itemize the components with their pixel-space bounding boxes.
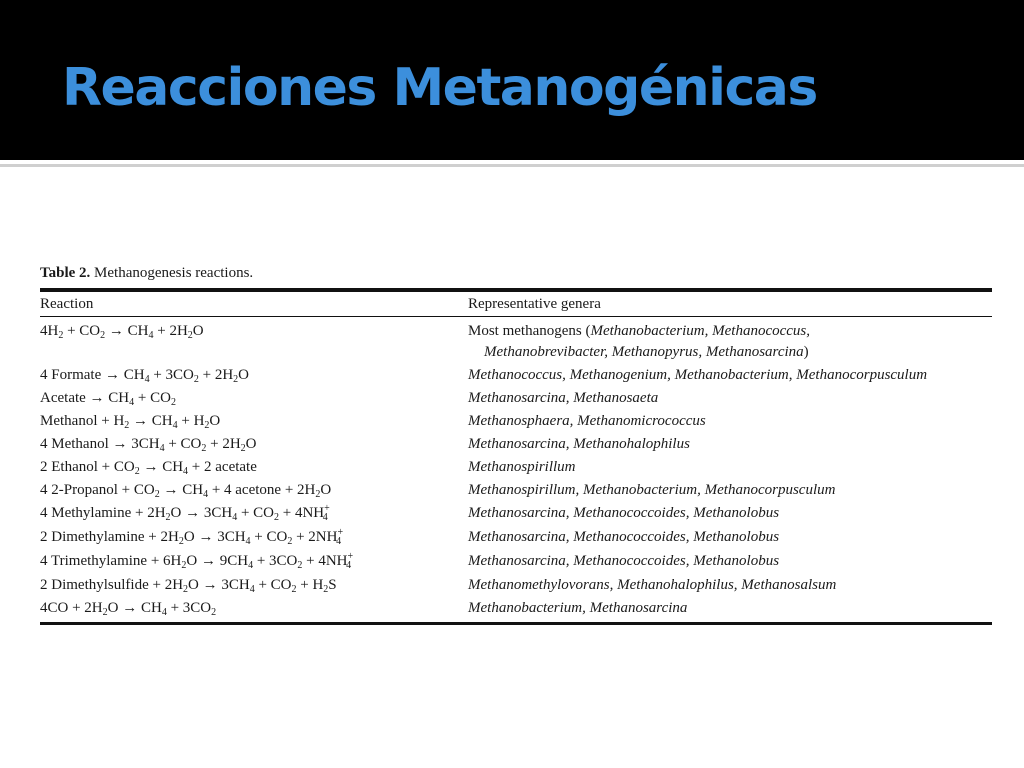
table-body: [40, 317, 992, 620]
slide-title: Reacciones Metanogénicas: [62, 58, 817, 118]
genera-cell: Methanosarcina, Methanococcoides, Methanolobus: [468, 529, 780, 545]
reaction-cell: 2 Dimethylsulfide + $2H_2O \to 3CH_4 + CO_2 + H_2S$: [40, 577, 337, 595]
reaction-cell: 4 Trimethylamine + $6H_2O \to 9CH_4 + 3CO_2 + 4NH^+_4$: [40, 551, 354, 571]
table-row: [40, 479, 992, 502]
title-bar: [0, 0, 1024, 160]
table-caption-text: Methanogenesis reactions.: [90, 265, 254, 281]
genera-cell: Methanosarcina, Methanococcoides, Methanolobus: [468, 505, 780, 521]
table-row: [40, 410, 992, 433]
header-reaction: Reaction: [40, 296, 94, 312]
genera-cell: Methanosarcina, Methanosaeta: [468, 390, 659, 406]
table-row: [40, 433, 992, 456]
table-row: [40, 526, 992, 550]
methanogenesis-table: [40, 262, 992, 625]
title-divider: [0, 164, 1024, 167]
reaction-cell: 4 Formate → $CH_4 + 3CO_2 + 2H_2O$: [40, 367, 250, 385]
table-row: [40, 550, 992, 574]
reaction-cell: 4 2-Propanol + $CO_2 \to CH_4 + 4$ acetone + $2H_2O$: [40, 482, 332, 500]
reaction-cell: $4H_2 + CO_2 \to CH_4 + 2H_2O$: [40, 323, 204, 341]
reaction-cell: Acetate → $CH_4 + CO_2$: [40, 390, 176, 408]
table-caption-label: Table 2.: [40, 265, 91, 281]
table-header-row: [40, 292, 992, 316]
table-row: [40, 387, 992, 410]
genera-cell: Methanomethylovorans, Methanohalophilus, Methanosalsum: [468, 577, 837, 593]
reaction-cell: Methanol + $H_2 \to CH_4 + H_2O$: [40, 413, 221, 431]
genera-cell: Methanosarcina, Methanococcoides, Methanolobus: [468, 553, 780, 569]
table-row: [40, 456, 992, 479]
table-row: [40, 319, 992, 364]
genera-cell: Methanospirillum, Methanobacterium, Methanocorpusculum: [468, 482, 836, 498]
table-row: [40, 364, 992, 387]
reaction-cell: 2 Ethanol + $CO_2 \to CH_4 + 2$ acetate: [40, 459, 257, 477]
genera-cell: Methanobacterium, Methanosarcina: [468, 600, 688, 616]
genera-cell: Methanosarcina, Methanohalophilus: [468, 436, 690, 452]
reaction-cell: 4 Methanol → $3CH_4 + CO_2 + 2H_2O$: [40, 436, 257, 454]
genera-cell: Most methanogens (Methanobacterium, Methanococcus, Methanobrevibacter, Methanopyrus, Methanosarcina): [468, 323, 811, 360]
table-row: [40, 597, 992, 620]
reaction-cell: 4 Methylamine + $2H_2O \to 3CH_4 + CO_2 + 4NH^+_4$: [40, 503, 330, 523]
reaction-cell: 2 Dimethylamine + $2H_2O \to 3CH_4 + CO_2 + 2NH^+_4$: [40, 527, 344, 547]
table-caption: [40, 262, 992, 288]
genera-cell: Methanococcus, Methanogenium, Methanobacterium, Methanocorpusculum: [468, 367, 928, 383]
genera-cell: Methanosphaera, Methanomicrococcus: [468, 413, 706, 429]
table-row: [40, 574, 992, 597]
table-row: [40, 502, 992, 526]
genera-cell: Methanospirillum: [468, 459, 576, 475]
header-genera: Representative genera: [468, 296, 601, 312]
reaction-cell: $4CO + 2H_2O \to CH_4 + 3CO_2$: [40, 600, 217, 618]
table-bottom-rule: [40, 622, 992, 625]
